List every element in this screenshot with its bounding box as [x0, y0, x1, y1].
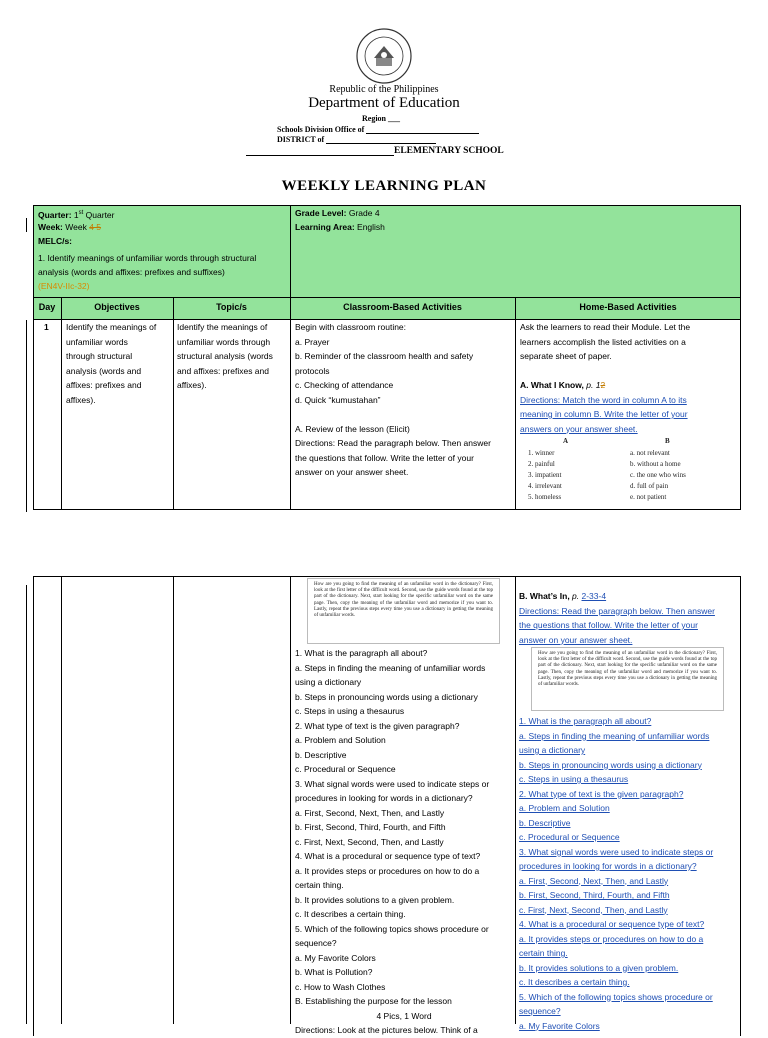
col-header-day: Day [38, 302, 56, 312]
col-header-home: Home-Based Activities [579, 302, 677, 312]
region-label: Region ___ [362, 114, 400, 123]
revision-bar [26, 218, 27, 232]
col-header-topics: Topic/s [216, 302, 247, 312]
row2-home-activities: B. What’s In, p. 2-33-4 Directions: Read the paragraph below. Then answer the questions that follow. Write the letter of your answer on your answer sheet. [519, 591, 715, 645]
col-divider [290, 205, 291, 510]
melc-label: MELC/s: [38, 236, 72, 246]
revision-bar [26, 320, 27, 512]
school-label: ELEMENTARY SCHOOL [246, 146, 504, 156]
deped-seal-icon [356, 28, 412, 84]
col-divider [61, 297, 62, 510]
week-field: Week: Week 4 5 [38, 222, 102, 232]
match-column-b: a. not relevant b. without a home c. the one who wins d. full of pain e. not patient [630, 449, 686, 501]
row1-classroom-activities: Begin with classroom routine: a. Prayer b. Reminder of the classroom health and safety protocols c. Checking of attendance d. Quick “kumustahan” A. Review of the lesson (Elicit) Directions: Read the paragraph below. Then answer the questions that follow. Write the letter of your answer on your answer sheet. [295, 322, 491, 477]
col-header-objectives: Objectives [94, 302, 140, 312]
learning-area-field: Learning Area: English [295, 222, 385, 232]
melc-text: analysis (words and affixes: prefixes and suffixes) [38, 267, 225, 277]
match-header-b: B [665, 437, 670, 445]
page-title: WEEKLY LEARNING PLAN [281, 178, 487, 194]
republic-label: Republic of the Philippines [329, 84, 439, 95]
col-header-classroom: Classroom-Based Activities [343, 302, 462, 312]
col-divider [61, 576, 62, 1024]
col-divider [290, 576, 291, 1024]
melc-text: 1. Identify meanings of unfamiliar words through structural [38, 253, 257, 263]
row1-home-activities: Ask the learners to read their Module. Let the learners accomplish the listed activities on a separate sheet of paper. A. What I Know, p. 12 Directions: Match the word in column A to its meaning in column B. Write the letter of your answers on your answer sheet. [520, 322, 691, 434]
grade-level-field: Grade Level: Grade 4 [295, 208, 380, 218]
row1-topics: Identify the meanings of unfamiliar words through structural analysis (words and affixes: prefixes and affixes). [177, 322, 273, 390]
col-divider [515, 576, 516, 1024]
revision-bar [26, 585, 27, 1024]
match-column-a: 1. winner 2. painful 3. impatient 4. irrelevant 5. homeless [528, 449, 562, 501]
paragraph-image: How are you going to find the meaning of an unfamiliar word in the dictionary? First, look at the first letter of the difficult word. Second, use the guide words found at the top part of the dictionary. Next, start looking for the specific unfamiliar word on the same page. Then, copy the meaning of the unfamiliar word and memorize if you want to. Lastly, repeat the previous steps every time you use a dictionary in getting the meaning of unfamiliar words. [307, 578, 500, 644]
row2-classroom-activities: 1. What is the paragraph all about? a. Steps in finding the meaning of unfamiliar words using a dictionary b. Steps in pronouncing words using a dictionary c. Steps in using a thesaurus 2. What type of text is the given paragraph? a. Problem and Solution b. Descriptive c. Procedural or Sequence 3. What signal words were used to indicate steps or procedures in looking for words in a dictionary? a. First, Second, Next, Then, and Lastly b. First, Second, Third, Fourth, and Fifth c. First, Next, Second, Then, and Lastly 4. What is a procedural or sequence type of text? a. It provides steps or procedures on how to do a certain thing. b. It provides solutions to a given problem. c. It describes a certain thing. 5. Which of the following topics shows procedure or sequence? a. My Favorite Colors b. What is Pollution? c. How to Wash Clothes B. Establishing the purpose for the lesson 4 Pics, 1 Word Directions: Look at the pictures below. Think of a [295, 648, 490, 1035]
paragraph-image: How are you going to find the meaning of an unfamiliar word in the dictionary? First, look at the first letter of the difficult word. Second, use the guide words found at the top part of the dictionary. Next, start looking for the specific unfamiliar word on the same page. Then, copy the meaning of the unfamiliar word and memorize if you want to. Lastly, repeat the previous steps every time you use a dictionary in getting the meaning of unfamiliar words. [531, 647, 724, 711]
quarter-field: Quarter: 1st Quarter [38, 209, 115, 220]
row1-objectives: Identify the meanings of unfamiliar words through structural analysis (words and affixes: prefixes and affixes). [66, 322, 157, 405]
row1-day: 1 [44, 322, 49, 332]
col-divider [173, 297, 174, 510]
col-divider [173, 576, 174, 1024]
department-label: Department of Education [308, 95, 460, 111]
row2-home-questions: 1. What is the paragraph all about? a. Steps in finding the meaning of unfamiliar words using a dictionary b. Steps in pronouncing words using a dictionary c. Steps in using a thesaurus 2. What type of text is the given paragraph? a. Problem and Solution b. Descriptive c. Procedural or Sequence 3. What signal words were used to indicate steps or procedures in looking for words in a dictionary? a. First, Second, Next, Then, and Lastly b. First, Second, Third, Fourth, and Fifth c. First, Next, Second, Then, and Lastly 4. What is a procedural or sequence type of text? a. It provides steps or procedures on how to do a certain thing. b. It provides solutions to a given problem. c. It describes a certain thing. 5. Which of the following topics shows procedure or sequence? a. My Favorite Colors [519, 716, 714, 1031]
district-label: DISTRICT of [277, 135, 436, 144]
melc-code: (EN4V-IIc-32) [38, 281, 90, 291]
division-label: Schools Division Office of [277, 125, 479, 134]
col-divider [515, 297, 516, 510]
match-header-a: A [563, 437, 569, 445]
